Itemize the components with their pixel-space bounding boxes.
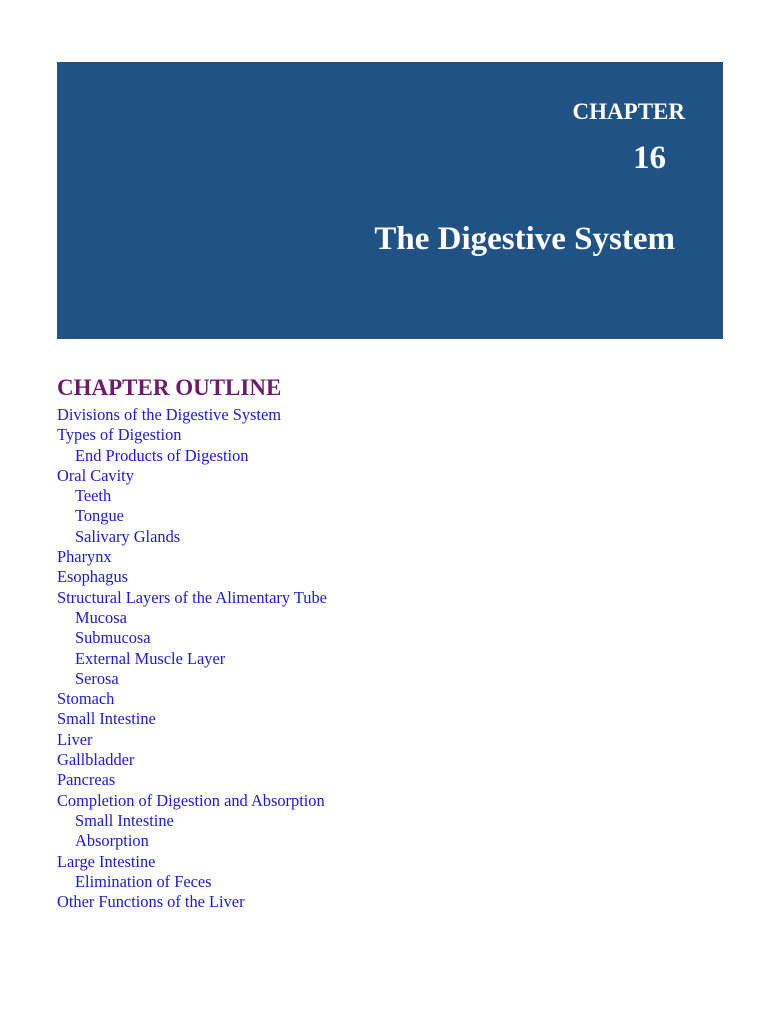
outline-section-link[interactable]: Stomach xyxy=(57,689,115,709)
outline-subsection-link[interactable]: Serosa xyxy=(75,668,119,688)
outline-subsection-link[interactable]: Submucosa xyxy=(75,628,151,648)
outline-section-link[interactable]: Divisions of the Digestive System xyxy=(57,405,281,424)
chapter-banner xyxy=(57,62,723,339)
outline-subsection-link[interactable]: Mucosa xyxy=(75,607,127,627)
outline-section-link[interactable]: Types of Digestion xyxy=(57,425,182,445)
outline-section-link[interactable]: Pharynx xyxy=(57,547,112,567)
outline-section-link[interactable]: Gallbladder xyxy=(57,750,135,770)
outline-section-link[interactable]: Small Intestine xyxy=(57,709,156,729)
outline-section-link[interactable]: Completion of Digestion and Absorption xyxy=(57,790,325,810)
outline-section-link[interactable]: Oral Cavity xyxy=(57,465,134,485)
outline-section-link[interactable]: Structural Layers of the Alimentary Tube xyxy=(57,587,327,607)
outline-list xyxy=(57,405,327,912)
chapter-label: CHAPTER xyxy=(572,99,685,124)
outline-subsection-link[interactable]: Tongue xyxy=(75,506,124,526)
chapter-outline xyxy=(57,373,327,912)
outline-section-link[interactable]: Large Intestine xyxy=(57,851,156,871)
outline-subsection-link[interactable]: Small Intestine xyxy=(75,810,174,830)
outline-heading: CHAPTER OUTLINE xyxy=(57,375,282,400)
outline-subsection-link[interactable]: External Muscle Layer xyxy=(75,648,226,668)
chapter-title: The Digestive System xyxy=(374,221,675,257)
outline-subsection-link[interactable]: End Products of Digestion xyxy=(75,445,249,465)
outline-section-link[interactable]: Liver xyxy=(57,729,93,749)
outline-section-link[interactable]: Esophagus xyxy=(57,567,129,587)
chapter-number: 16 xyxy=(633,140,666,176)
outline-section-link[interactable]: Pancreas xyxy=(57,770,116,790)
outline-subsection-link[interactable]: Salivary Glands xyxy=(75,526,181,546)
outline-subsection-link[interactable]: Teeth xyxy=(75,486,112,506)
outline-section-link[interactable]: Other Functions of the Liver xyxy=(57,892,245,912)
outline-subsection-link[interactable]: Absorption xyxy=(75,831,149,851)
outline-subsection-link[interactable]: Elimination of Feces xyxy=(75,871,212,891)
